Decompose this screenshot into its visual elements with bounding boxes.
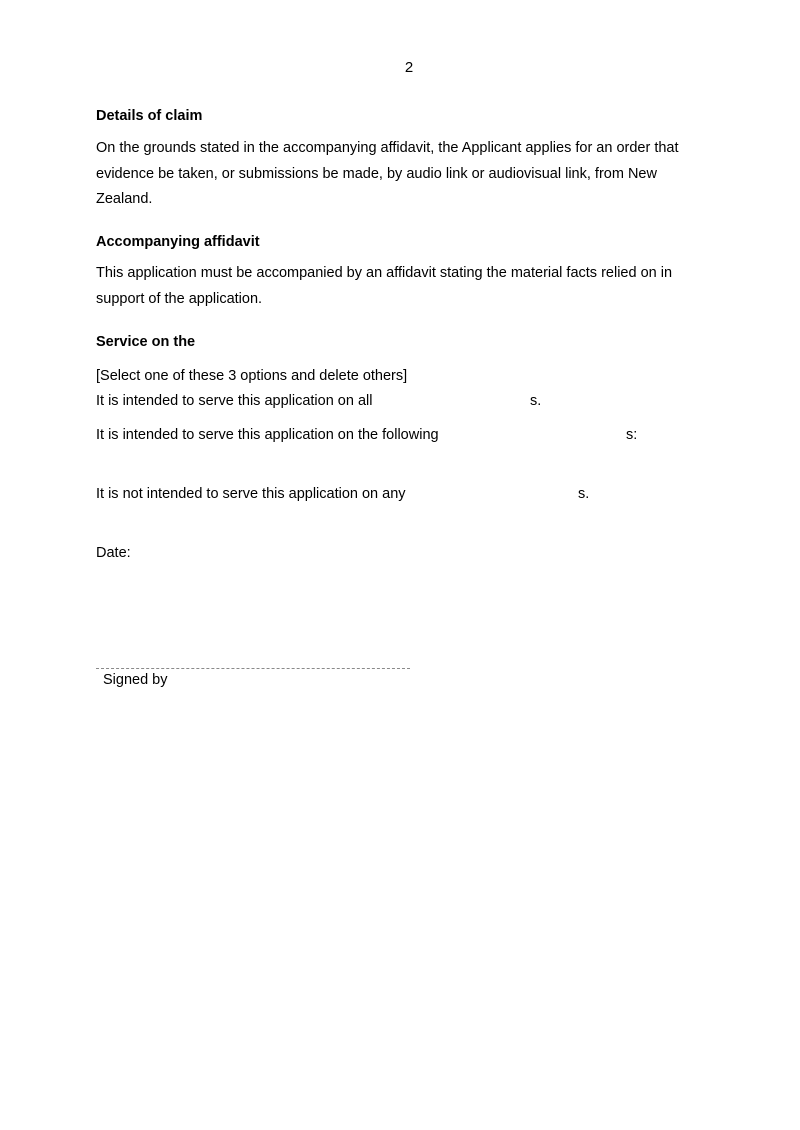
date-label: Date: bbox=[96, 545, 131, 561]
service-option-none-suffix: s. bbox=[578, 486, 590, 502]
service-option-all: It is intended to serve this application on all bbox=[96, 393, 373, 409]
details-of-claim-body: On the grounds stated in the accompanying affidavit, the Applicant applies for an order that evidence be taken, or submissions be made, by audio link or audiovisual link, from New Zealand. bbox=[96, 140, 679, 207]
details-of-claim-heading: Details of claim bbox=[96, 108, 203, 124]
signed-by-label: Signed by bbox=[103, 672, 168, 688]
page-number: 2 bbox=[404, 59, 414, 76]
service-option-all-suffix: s. bbox=[530, 393, 542, 409]
service-heading: Service on the bbox=[96, 334, 196, 350]
service-option-none: It is not intended to serve this application on any bbox=[96, 486, 406, 502]
service-instruction: [Select one of these 3 options and delete others] bbox=[96, 368, 408, 384]
service-option-following-suffix: s: bbox=[626, 427, 638, 443]
accompanying-affidavit-heading: Accompanying affidavit bbox=[96, 234, 260, 250]
signature-line bbox=[96, 668, 410, 669]
accompanying-affidavit-body: This application must be accompanied by an affidavit stating the material facts relied on in support of the application. bbox=[96, 265, 673, 307]
service-option-following: It is intended to serve this application on the following bbox=[96, 427, 439, 443]
